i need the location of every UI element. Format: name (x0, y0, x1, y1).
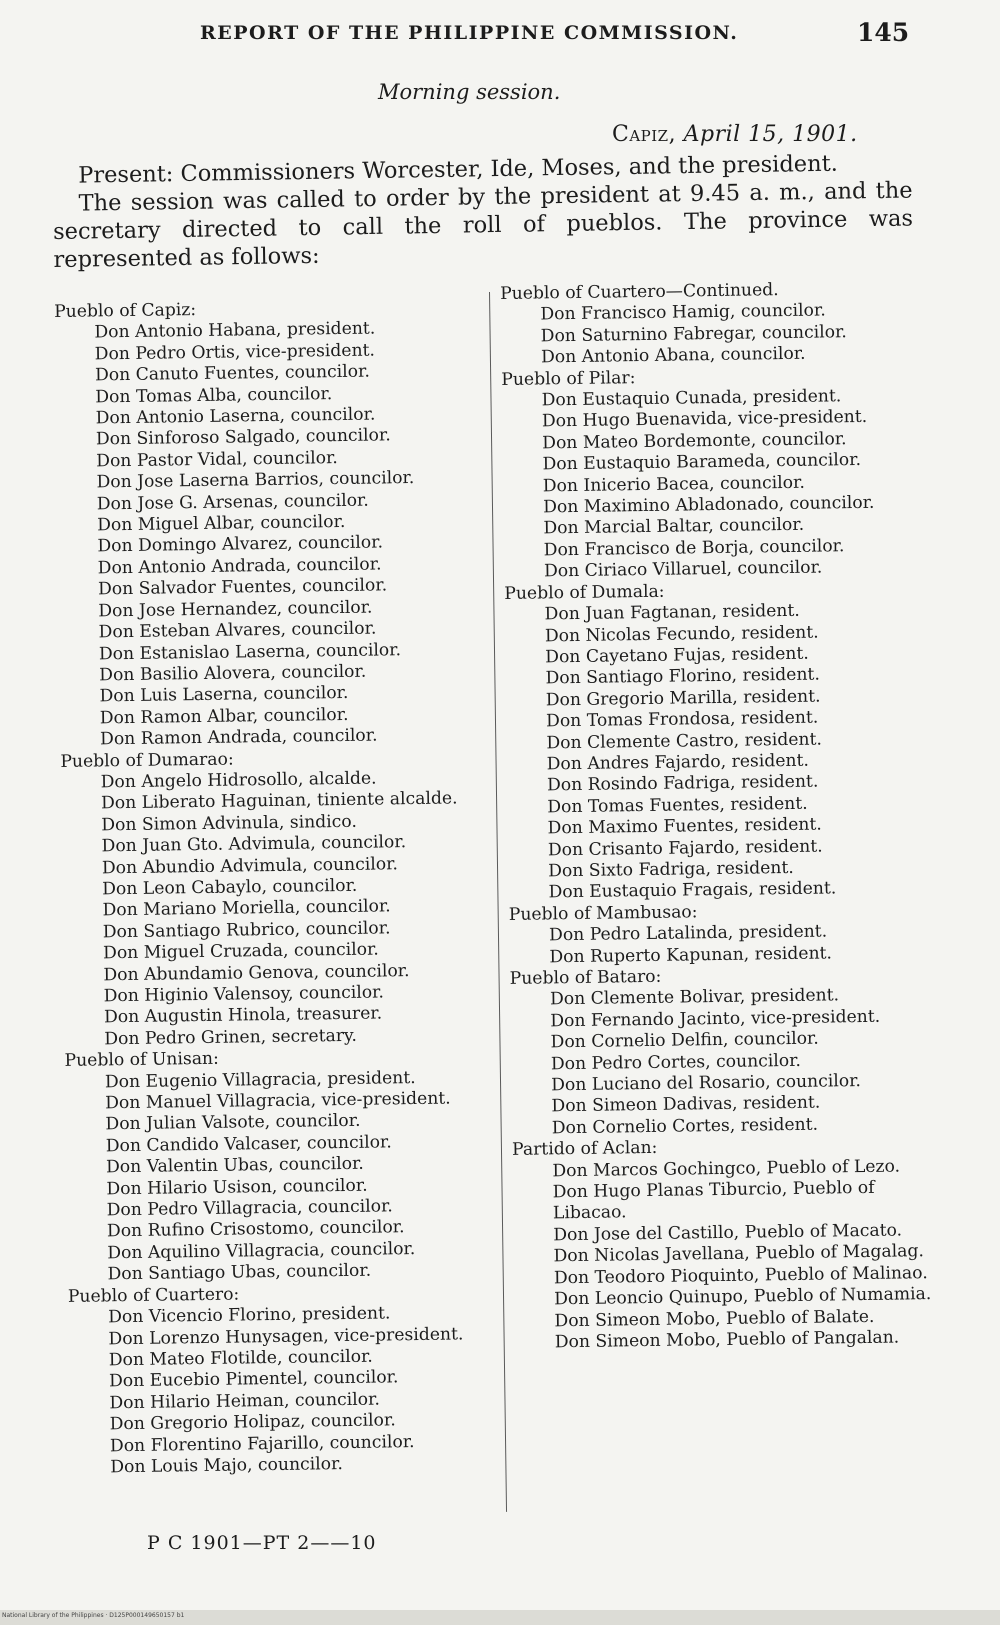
attendee-entry: Don Ciriaco Villaruel, councilor. (543, 557, 823, 582)
running-title: REPORT OF THE PHILIPPINE COMMISSION. (200, 22, 739, 44)
attendee-entry: Don Saturnino Fabregar, councilor. (540, 321, 847, 347)
attendee-entry: Don Nicolas Javellana, Pueblo of Magalag. (553, 1241, 924, 1267)
attendee-entry: Don Santiago Rubrico, councilor. (102, 918, 391, 943)
pueblo-heading: Pueblo of Dumala: (504, 581, 665, 604)
pueblo-heading: Pueblo of Pilar: (501, 367, 636, 390)
attendee-entry: Don Antonio Andrada, councilor. (97, 554, 382, 579)
attendee-entry: Don Eustaquio Fragais, resident. (548, 878, 837, 903)
attendee-entry: Don Clemente Bolivar, president. (549, 985, 840, 1010)
attendee-entry: Don Antonio Abana, councilor. (540, 343, 806, 368)
pueblo-group (68, 1281, 491, 1480)
attendee-entry: Don Jose del Castillo, Pueblo of Macato. (553, 1220, 903, 1246)
attendee-entry: Don Luis Laserna, councilor. (99, 683, 349, 707)
left-column (54, 296, 490, 1479)
attendee-entry: Don Maximo Fuentes, resident. (547, 814, 822, 839)
pueblo-heading: Pueblo of Capiz: (54, 300, 197, 322)
attendee-entry: Don Gregorio Marilla, resident. (545, 686, 821, 711)
attendee-entry: Don Sixto Fadriga, resident. (548, 857, 794, 882)
attendee-entry: Don Abundio Advimula, councilor. (101, 853, 399, 878)
attendee-entry: Don Liberato Haguinan, tiniente alcalde. (100, 788, 458, 814)
intro-line: Present: Commissioners Worcester, Ide, Moses, and the president. (78, 150, 838, 189)
attendee-entry: Don Francisco de Borja, councilor. (543, 536, 845, 561)
attendee-entry: Don Abundamio Genova, councilor. (103, 960, 410, 985)
pueblo-heading: Pueblo of Dumarao: (60, 749, 234, 772)
attendee-entry: Don Augustin Hinola, treasurer. (103, 1003, 383, 1028)
pueblo-heading: Pueblo of Mambusao: (508, 902, 698, 925)
attendee-entry: Don Juan Gto. Advimula, councilor. (101, 832, 407, 857)
pueblo-heading: Pueblo of Cuartero—Continued. (500, 280, 779, 304)
attendee-entry: Don Clemente Castro, resident. (546, 729, 823, 753)
attendee-entry: Don Maximino Abladonado, councilor. (542, 492, 875, 518)
pueblo-group (509, 899, 930, 969)
pueblo-group (54, 296, 480, 751)
attendee-entry: Don Manuel Villagracia, vice-president. (105, 1088, 451, 1114)
attendee-entry: Don Leoncio Quinupo, Pueblo of Numamia. (554, 1284, 932, 1310)
attendee-entry: Don Hugo Buenavida, vice-president. (541, 407, 868, 432)
attendee-entry: Don Angelo Hidrosollo, alcalde. (100, 768, 377, 793)
attendee-entry: Don Pedro Cortes, councilor. (550, 1050, 802, 1074)
attendee-entry: Don Simeon Dadivas, resident. (551, 1093, 821, 1117)
attendee-entry: Don Estanislao Laserna, councilor. (98, 639, 402, 664)
pueblo-group (501, 364, 924, 584)
attendee-entry: Don Juan Fagtanan, resident. (544, 600, 800, 625)
dateline-place: Capiz, (612, 122, 677, 147)
attendee-entry: Don Marcos Gochingco, Pueblo of Lezo. (552, 1156, 901, 1182)
attendee-entry: Don Simeon Mobo, Pueblo of Pangalan. (554, 1327, 900, 1353)
dateline-date: April 15, 1901. (683, 122, 858, 147)
attendee-entry: Don Pedro Grinen, secretary. (104, 1025, 358, 1050)
attendee-entry: Don Miguel Cruzada, councilor. (102, 939, 379, 964)
pueblo-group (500, 278, 921, 369)
attendee-entry: Don Ramon Andrada, councilor. (99, 725, 378, 750)
intro-line: The session was called to order by the president at 9.45 a. m., and the secretary directed to call the roll of pueblos. The province was represented as follows: (52, 177, 914, 273)
attendee-entry: Don Pedro Ortis, vice-president. (94, 340, 376, 365)
attendee-entry: Don Andres Fajardo, resident. (546, 750, 810, 775)
pueblo-heading: Pueblo of Cuartero: (67, 1284, 240, 1307)
attendee-entry: Don Sinforoso Salgado, councilor. (95, 425, 391, 450)
attendee-entry: Don Domingo Alvarez, councilor. (97, 532, 384, 557)
attendee-entry: Don Nicolas Fecundo, resident. (544, 622, 819, 646)
attendee-entry: Don Tomas Alba, councilor. (95, 383, 333, 408)
pueblo-group (510, 963, 932, 1140)
attendee-entry: Don Hilario Usison, councilor. (106, 1175, 368, 1200)
attendee-entry: Don Marcial Baltar, councilor. (543, 515, 805, 539)
attendee-entry: Don Simeon Mobo, Pueblo of Balate. (554, 1306, 875, 1331)
attendee-entry: Don Tomas Frondosa, resident. (545, 707, 819, 732)
attendee-entry: Don Miguel Albar, councilor. (96, 512, 346, 536)
attendee-entry: Don Tomas Fuentes, resident. (547, 793, 808, 818)
attendee-entry: Don Aquilino Villagracia, councilor. (107, 1238, 416, 1264)
attendee-entry: Don Antonio Habana, president. (94, 318, 376, 343)
attendee-entry: Don Julian Valsote, councilor. (105, 1111, 361, 1135)
attendee-entry: Don Mateo Flotilde, councilor. (108, 1346, 373, 1371)
attendee-entry: Don Valentin Ubas, councilor. (105, 1154, 364, 1178)
pueblo-group (512, 1134, 935, 1354)
pueblo-heading: Pueblo of Unisan: (64, 1048, 220, 1072)
pueblo-group (64, 1045, 487, 1286)
attendee-entry: Don Mariano Moriella, councilor. (102, 896, 391, 921)
attendee-entry: Don Eustaquio Cunada, president. (541, 386, 842, 411)
attendee-entry: Don Pedro Villagracia, councilor. (106, 1196, 393, 1221)
attendee-entry: Don Hilario Heiman, councilor. (109, 1389, 380, 1414)
attendee-entry: Don Ramon Albar, councilor. (99, 704, 349, 729)
attendee-entry: Don Candido Valcaser, councilor. (105, 1132, 392, 1157)
attendee-entry: Don Hugo Planas Tiburcio, Pueblo of Libacao. (552, 1177, 875, 1224)
attendee-entry: Don Pastor Vidal, councilor. (96, 447, 338, 472)
attendee-entry: Don Jose G. Arsenas, councilor. (96, 490, 369, 515)
attendee-entry: Don Rufino Crisostomo, councilor. (106, 1217, 405, 1242)
attendee-entry: Don Eugenio Villagracia, president. (104, 1067, 416, 1092)
attendee-entry: Don Eucebio Pimentel, councilor. (108, 1367, 399, 1392)
attendee-entry: Don Cornelio Cortes, resident. (551, 1114, 819, 1139)
attendee-entry: Don Vicencio Florino, president. (108, 1303, 391, 1328)
attendee-entry: Don Esteban Alvares, councilor. (98, 618, 377, 643)
attendee-entry: Don Louis Majo, councilor. (110, 1454, 343, 1478)
attendee-entry: Don Gregorio Holipaz, councilor. (109, 1410, 396, 1435)
attendee-entry: Don Ruperto Kapunan, resident. (549, 943, 833, 967)
attendee-entry: Don Francisco Hamig, councilor. (540, 300, 826, 325)
attendee-entry: Don Higinio Valensoy, councilor. (103, 982, 385, 1007)
pueblo-group (504, 578, 928, 905)
attendee-entry: Don Crisanto Fajardo, resident. (547, 836, 823, 860)
dateline (612, 122, 858, 147)
attendee-entry: Don Lorenzo Hunysagen, vice-president. (108, 1323, 464, 1349)
attendee-entry: Don Teodoro Pioquinto, Pueblo of Malinao. (553, 1262, 928, 1289)
attendee-entry: Don Eustaquio Barameda, councilor. (542, 450, 862, 475)
attendee-entry: Don Basilio Alovera, councilor. (99, 661, 367, 686)
scan-credit: National Library of the Philippines · D125P000149650157 b1 (2, 1612, 185, 1619)
intro-paragraph (52, 148, 914, 273)
pueblo-heading: Partido of Aclan: (511, 1138, 658, 1161)
attendee-entry: Don Inicerio Bacea, councilor. (542, 472, 806, 497)
attendee-entry: Don Pedro Latalinda, president. (548, 921, 828, 946)
pueblo-heading: Pueblo of Bataro: (509, 966, 662, 989)
attendee-entry: Don Canuto Fuentes, councilor. (94, 361, 371, 386)
page-number: 145 (857, 18, 910, 47)
attendee-entry: Don Jose Laserna Barrios, councilor. (96, 468, 415, 493)
attendee-entry: Don Cayetano Fujas, resident. (545, 643, 809, 668)
attendee-entry: Don Santiago Florino, resident. (545, 664, 821, 689)
attendee-entry: Don Luciano del Rosario, councilor. (551, 1071, 862, 1096)
attendee-entry: Don Florentino Fajarillo, councilor. (109, 1431, 415, 1456)
attendee-entry: Don Jose Hernandez, councilor. (98, 597, 373, 622)
attendee-entry: Don Rosindo Fadriga, resident. (546, 771, 819, 796)
attendee-entry: Don Leon Cabaylo, councilor. (102, 875, 358, 900)
attendee-entry: Don Mateo Bordemonte, councilor. (542, 429, 847, 454)
session-title: Morning session. (378, 80, 561, 104)
attendee-entry: Don Salvador Fuentes, councilor. (97, 575, 388, 600)
pueblo-group (60, 746, 484, 1052)
attendee-entry: Don Cornelio Delfin, councilor. (550, 1028, 819, 1053)
right-column (500, 278, 935, 1354)
signature-line: P C 1901—PT 2——10 (147, 1532, 377, 1554)
attendee-entry: Don Fernando Jacinto, vice-president. (550, 1006, 881, 1032)
attendee-entry: Don Antonio Laserna, councilor. (95, 404, 376, 429)
attendee-entry: Don Santiago Ubas, councilor. (107, 1260, 372, 1285)
attendee-entry: Don Simon Advinula, sindico. (101, 811, 358, 836)
